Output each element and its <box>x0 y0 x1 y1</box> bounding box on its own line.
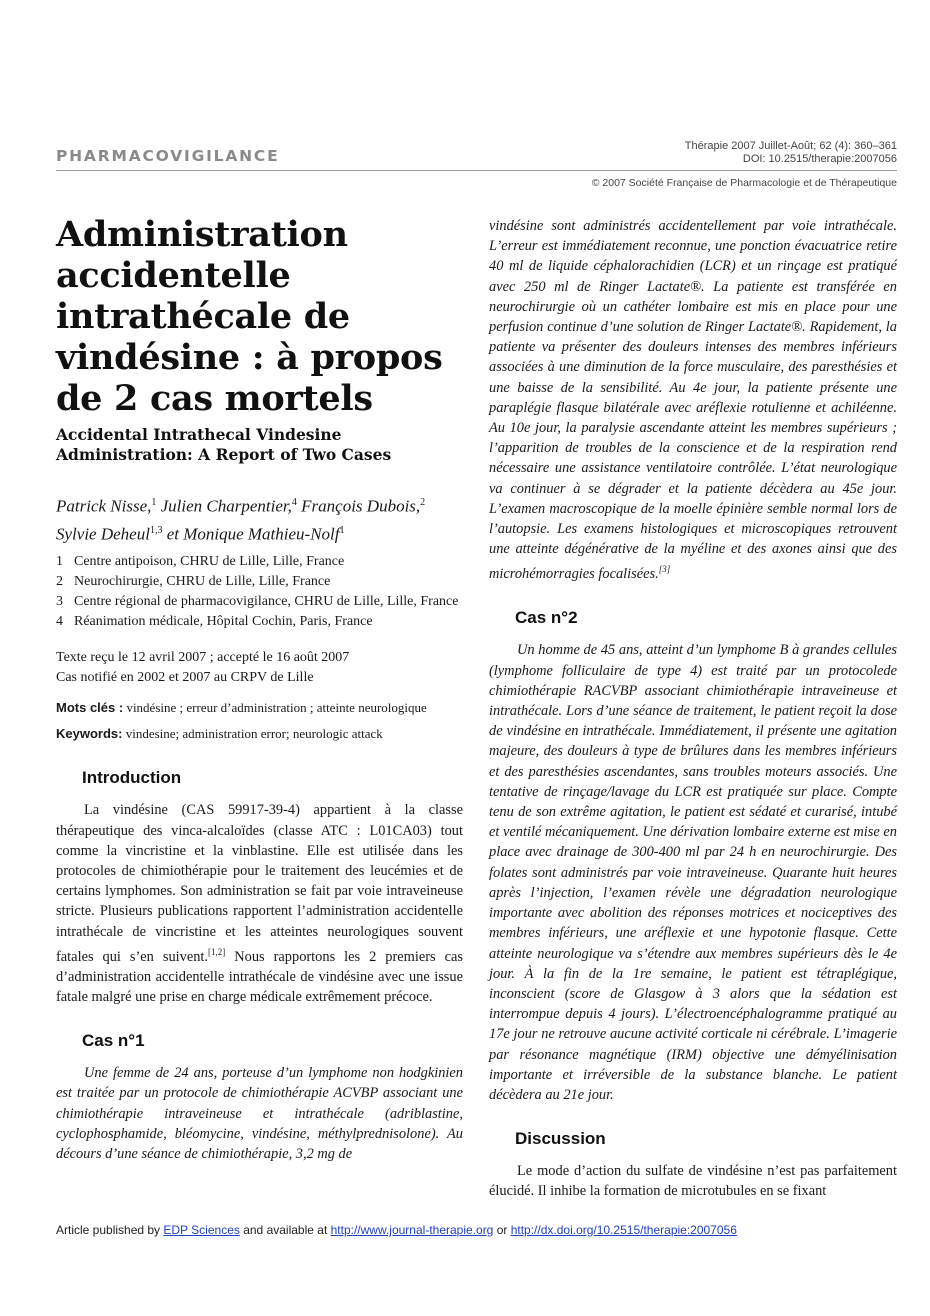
affiliation-list <box>56 552 463 632</box>
section-label: PHARMACOVIGILANCE <box>56 147 280 165</box>
keywords-text: vindesine; administration error; neurologic attack <box>125 726 383 742</box>
article-title: Administration accidentelle intrathécale de vindésine : à propos de 2 cas mortels <box>56 214 443 419</box>
keywords-row <box>56 724 463 744</box>
author-sup: 1 <box>151 497 157 508</box>
affiliation-number: 1 <box>56 554 63 570</box>
intro-text-end: Nous rapportons les 2 premiers cas d’administration accidentelle intrathécale de vindésine avec une issue fatale malgré une prise en charge médicale extrêmement précoce. <box>56 948 464 1005</box>
footer-or: or <box>493 1223 511 1237</box>
introduction-heading: Introduction <box>82 768 182 788</box>
author-list <box>56 491 463 546</box>
keywords-label: Keywords: <box>56 726 123 742</box>
affiliation-number: 3 <box>56 594 63 610</box>
publisher-link[interactable]: EDP Sciences <box>163 1223 240 1237</box>
subtitle-line-2: Administration: A Report of Two Cases <box>56 445 392 464</box>
mots-cles-row <box>56 698 463 718</box>
doi-url-link[interactable]: http://dx.doi.org/10.2515/therapie:2007056 <box>510 1223 737 1237</box>
intro-reference: [1,2] <box>208 946 226 957</box>
mots-cles-text: vindésine ; erreur d’administration ; atteinte neurologique <box>126 700 427 716</box>
author: Patrick Nisse, <box>56 496 152 516</box>
footer-line <box>56 1223 737 1237</box>
affiliation-item <box>56 552 463 572</box>
author-sup: 4 <box>291 497 297 508</box>
affiliation-text: Centre régional de pharmacovigilance, CHRU de Lille, Lille, France <box>74 594 459 610</box>
affiliation-number: 2 <box>56 574 63 590</box>
author-sup: 1,3 <box>149 524 163 536</box>
affiliation-item <box>56 572 463 592</box>
affiliation-text: Réanimation médicale, Hôpital Cochin, Paris, France <box>74 614 373 630</box>
author-sup: 1 <box>339 524 345 536</box>
author: Sylvie Deheul <box>56 524 150 544</box>
cas1-paragraph: Une femme de 24 ans, porteuse d’un lymphome non hodgkinien est traitée par un protocole de chimiothérapie ACVBP associant une chimiothérapie intraveineuse et intrathécale (adriblastine, cyclophosphamide, bléomycine, vindésine, méthylprednisolone). Au décours d’une séance de chimiothérapie, 3,2 mg de <box>56 1065 463 1162</box>
cas1-heading: Cas n°1 <box>82 1031 145 1051</box>
author: François Dubois, <box>301 496 421 516</box>
introduction-paragraph <box>56 800 463 1007</box>
cas2-heading: Cas n°2 <box>515 608 578 628</box>
footer-prefix: Article published by <box>56 1223 164 1237</box>
cas1-continued-text: vindésine sont administrés accidentellement par voie intrathécale. L’erreur est immédiatement reconnue, une ponction évacuatrice retire 40 ml de liquide céphalorachidien (LCR) et un rinçage est pratiqué avec 250 ml de Ringer Lactate®. La patiente est transférée en neurochirurgie où un cathéter lombaire est mis en place pour une perfusion continue d’une solution de Ringer Lactate®. Rapidement, la patiente va présenter des douleurs intenses des membres inférieurs associées à une diminution de la force musculaire, des paresthésies et une baisse de la sensibilité. Au 4e jour, la patiente présente une paraplégie flasque bilatérale avec aréflexie rotulienne et achiléenne. Au 10e jour, la paralysie ascendante atteint les membres supérieurs ; l’apparition de troubles de la conscience et de la respiration rend nécessaire une assistance ventilatoire contrôlée. L’état neurologique va continuer à se dégrader et la patiente décèdera au 45e jour. L’examen macroscopique de la moelle épinière semble normal lors de l’autopsie. Les examens histologiques et microscopiques retrouvent une atteinte dégénérative de la myéline et des axones ainsi que des microhémorragies focalisées. <box>489 218 897 583</box>
journal-doi: DOI: 10.2515/therapie:2007056 <box>742 153 897 165</box>
right-column <box>489 216 897 1202</box>
journal-info <box>685 140 897 166</box>
affiliation-text: Centre antipoison, CHRU de Lille, Lille, France <box>74 554 345 570</box>
journal-citation: Thérapie 2007 Juillet-Août; 62 (4): 360–361 <box>684 140 897 152</box>
subtitle-line-1: Accidental Intrathecal Vindesine <box>56 425 342 444</box>
notified-line: Cas notifié en 2002 et 2007 au CRPV de Lille <box>56 670 314 686</box>
left-column <box>56 214 463 1164</box>
cas1-paragraph-continued <box>489 216 897 584</box>
affiliation-text: Neurochirurgie, CHRU de Lille, Lille, France <box>74 574 331 590</box>
discussion-paragraph: Le mode d’action du sulfate de vindésine n’est pas parfaitement élucidé. Il inhibe la formation de microtubules en se fixant <box>489 1163 897 1200</box>
keywords-block <box>56 698 463 744</box>
copyright-line: © 2007 Société Française de Pharmacologie et de Thérapeutique <box>591 177 897 189</box>
affiliation-item <box>56 592 463 612</box>
article-dates <box>56 648 463 688</box>
header-rule <box>56 170 897 171</box>
author: Julien Charpentier, <box>160 496 292 516</box>
cas2-paragraph: Un homme de 45 ans, atteint d’un lymphome B à grandes cellules (lymphome folliculaire de type 4) est traité par un protocolede chimiothérapie RACVBP associant chimiothérapie intraveineuse et intrathécale. Lors d’une séance de traitement, le patient reçoit la dose de vindésine en intrathécale. Immédiatement, il présente une agitation majeure, des douleurs à type de brûlures dans les membres inférieurs et des paresthésies ascendantes, sans troubles moteurs associés. Une tentative de rinçage/lavage du LCR est pratiquée sur place. Compte tenu de son extrême agitation, le patient est sédaté et curarisé, intubé et ventilé mécaniquement. Une dérivation lombaire externe est mise en place avec drainage de 300-400 ml par 24 h en neurochirurgie. Des folates sont administrés par voie intraveineuse. Quarante huit heures après l’injection, l’examen révèle une dégradation neurologique importante avec abolition des réponses motrices et nociceptives des membres inférieurs, une aréflexie et une hypotonie flasque. Cette atteinte neurologique va s’étendre aux membres supérieurs dès le 4e jour. À la fin de la 1re semaine, le patient est tétraplégique, inconscient (score de Glasgow à 3 alors que la sédation est interrompue depuis 4 jours). L’électroencéphalogramme pratiqué au 17e jour ne retrouve aucune activité corticale ni cérébrale. L’imagerie par résonance magnétique (IRM) objective une démyélinisation importante et irréversible de la substance blanche. Le patient décèdera au 21e jour. <box>489 642 897 1103</box>
author: et Monique Mathieu-Nolf <box>166 524 340 544</box>
footer-middle: and available at <box>239 1223 331 1237</box>
article-subtitle <box>56 425 463 465</box>
cas1-reference: [3] <box>658 564 671 575</box>
received-date: Texte reçu le 12 avril 2007 ; accepté le 16 août 2007 <box>56 650 350 666</box>
intro-text: La vindésine (CAS 59917-39-4) appartient à la classe thérapeutique des vinca-alcaloïdes (classe ATC : L01CA03) tout comme la vincristine et la vinblastine. Elle est utilisée dans les protocoles de chimiothérapie pour le traitement des leucémies et de certains lymphomes. Son administration se fait par voie intraveineuse stricte. Plusieurs publications rapportent l’administration accidentelle intrathécale de vincristine et les atteintes neurologiques souvent fatales qui s’en suivent. <box>56 802 463 965</box>
discussion-heading: Discussion <box>515 1129 606 1149</box>
journal-url-link[interactable]: http://www.journal-therapie.org <box>330 1223 494 1237</box>
author-sup: 2 <box>420 497 426 508</box>
affiliation-item <box>56 612 463 632</box>
affiliation-number: 4 <box>56 614 63 630</box>
mots-cles-label: Mots clés : <box>56 700 124 716</box>
